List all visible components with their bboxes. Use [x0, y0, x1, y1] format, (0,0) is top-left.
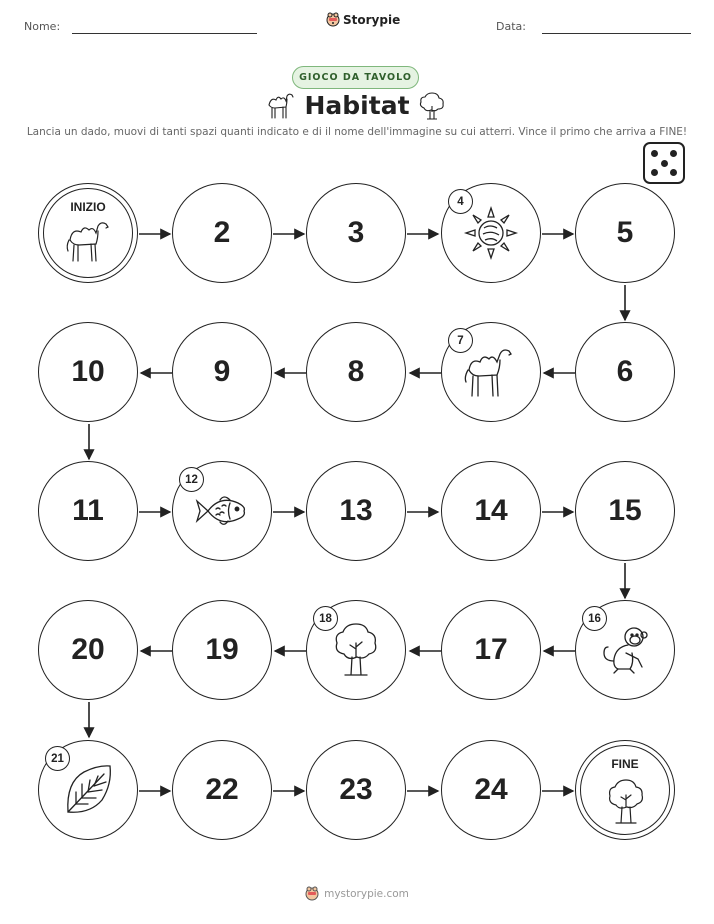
monkey-icon [598, 623, 652, 677]
fish-icon [194, 491, 250, 531]
board-space: 13 [306, 461, 406, 561]
board-space: 15 [575, 461, 675, 561]
board-space-picture [38, 740, 138, 840]
board-space: 19 [172, 600, 272, 700]
space-finish [575, 740, 675, 840]
space-number-badge: 18 [313, 606, 338, 631]
board-space: 5 [575, 183, 675, 283]
board-space: 20 [38, 600, 138, 700]
page-title: Habitat [304, 91, 410, 120]
board-space: 24 [441, 740, 541, 840]
space-number-badge: 7 [448, 328, 473, 353]
storypie-mascot-icon [305, 886, 319, 902]
tree-icon [331, 621, 381, 679]
board-space: 3 [306, 183, 406, 283]
date-label: Data: [496, 20, 526, 33]
board-space: 14 [441, 461, 541, 561]
board-space-picture [575, 600, 675, 700]
space-number-badge: 21 [45, 746, 70, 771]
board-space: 11 [38, 461, 138, 561]
board-space-picture [306, 600, 406, 700]
board-space: 2 [172, 183, 272, 283]
board-space-picture [441, 183, 541, 283]
board-space: 8 [306, 322, 406, 422]
instructions-text: Lancia un dado, muovi di tanti spazi quanti indicato e di il nome dell'immagine su cui atterri. Vince il primo che arriva a FINE! [26, 126, 688, 138]
space-number-badge: 16 [582, 606, 607, 631]
camel-icon [461, 344, 521, 400]
start-label: INIZIO [70, 200, 106, 214]
camel-icon [64, 218, 114, 264]
game-type-badge: GIOCO DA TAVOLO [292, 66, 419, 89]
board-space-picture [441, 322, 541, 422]
space-start [38, 183, 138, 283]
finish-label: FINE [611, 757, 639, 771]
space-number-badge: 12 [179, 467, 204, 492]
space-number-badge: 4 [448, 189, 473, 214]
brand-name: Storypie [343, 13, 401, 27]
board-space: 10 [38, 322, 138, 422]
footer-site-link[interactable]: mystorypie.com [324, 888, 409, 900]
leaf-icon [62, 762, 114, 818]
tree-icon [601, 777, 651, 827]
sun-icon [462, 204, 520, 262]
name-label: Nome: [24, 20, 61, 33]
board-space-picture [172, 461, 272, 561]
board-space: 23 [306, 740, 406, 840]
footer [0, 886, 714, 902]
board-space: 22 [172, 740, 272, 840]
board-space: 17 [441, 600, 541, 700]
board-space: 9 [172, 322, 272, 422]
board-space: 6 [575, 322, 675, 422]
